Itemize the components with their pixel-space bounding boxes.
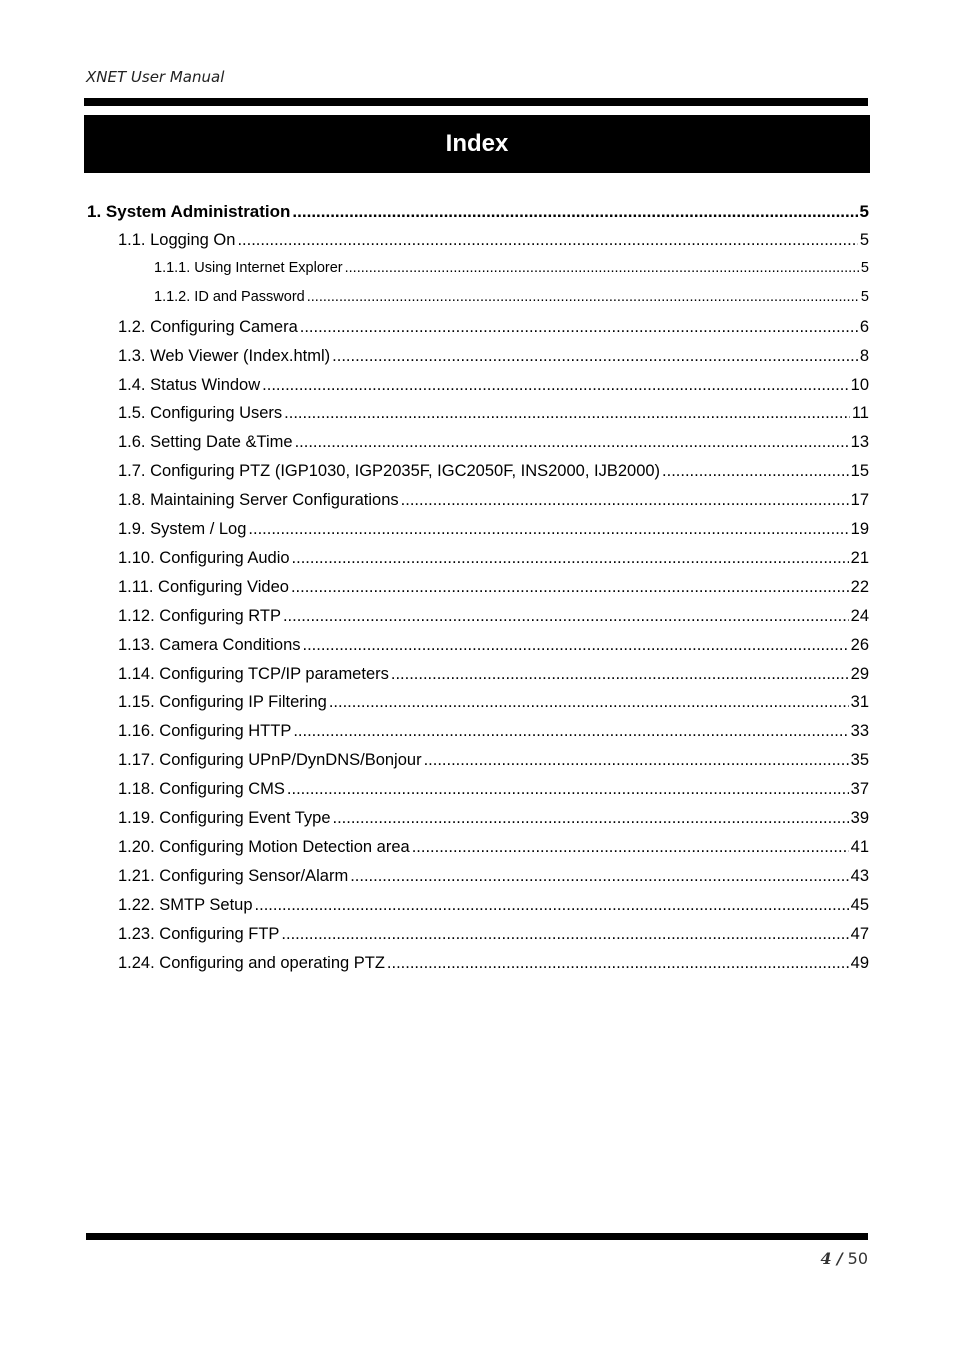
toc-entry[interactable] [118, 520, 869, 539]
toc-entry-label: 1.24. Configuring and operating PTZ [118, 953, 385, 972]
toc-entry-page-number: 19 [850, 520, 869, 538]
toc-entry-label: 1.22. SMTP Setup [118, 895, 253, 914]
toc-entry-page-number: 11 [851, 404, 869, 423]
toc-entry[interactable] [118, 838, 869, 857]
toc-entry[interactable] [118, 665, 869, 684]
page-separator: / [836, 1249, 843, 1268]
toc-entry[interactable] [118, 954, 869, 973]
toc-entry-page-number: 26 [850, 635, 869, 654]
toc-dot-leader [662, 462, 849, 481]
toc-dot-leader [329, 693, 849, 712]
toc-entry-page-number: 10 [850, 375, 869, 394]
toc-entry-page-number: 22 [850, 577, 869, 596]
toc-entry[interactable] [154, 260, 869, 276]
toc-entry[interactable] [118, 780, 869, 799]
toc-entry-page-number: 5 [859, 231, 869, 249]
toc-entry-page-number: 21 [850, 548, 869, 567]
toc-entry[interactable] [118, 607, 869, 626]
toc-entry[interactable] [118, 578, 869, 597]
toc-entry-label: 1.21. Configuring Sensor/Alarm [118, 866, 349, 885]
toc-entry-page-number: 5 [859, 202, 869, 221]
toc-entry-page-number: 45 [850, 895, 869, 914]
toc-dot-leader [291, 578, 849, 597]
toc-entry-label: 1.10. Configuring Audio [118, 548, 290, 567]
toc-entry-page-number: 5 [860, 259, 869, 276]
toc-entry-label: 1.2. Configuring Camera [118, 317, 298, 336]
toc-entry[interactable] [154, 289, 869, 305]
toc-entry[interactable] [118, 462, 869, 481]
toc-entry-page-number: 24 [850, 606, 869, 625]
toc-entry-label: 1.23. Configuring FTP [118, 924, 280, 943]
toc-dot-leader [292, 549, 849, 568]
toc-entry[interactable] [118, 636, 869, 655]
toc-entry-label: 1.7. Configuring PTZ (IGP1030, IGP2035F, IGC2050F, INS2000, IJB2000) [118, 462, 661, 481]
toc-entry-page-number: 37 [850, 780, 869, 799]
toc-entry-page-number: 6 [859, 317, 869, 336]
toc-entry-page-number: 35 [850, 751, 869, 770]
toc-entry[interactable] [87, 202, 869, 222]
toc-dot-leader [401, 491, 849, 510]
toc-entry[interactable] [118, 231, 869, 250]
toc-dot-leader [292, 202, 857, 222]
toc-entry-page-number: 8 [859, 346, 869, 365]
toc-entry-page-number: 41 [850, 837, 869, 856]
toc-entry[interactable] [118, 491, 869, 510]
toc-dot-leader [424, 751, 849, 770]
title-banner [84, 115, 870, 173]
toc-entry-label: 1.1.1. Using Internet Explorer [154, 259, 343, 276]
toc-entry-label: 1.16. Configuring HTTP [118, 722, 292, 741]
toc-dot-leader [391, 665, 849, 684]
toc-entry-label: 1.13. Camera Conditions [118, 635, 301, 654]
toc-dot-leader [345, 260, 859, 276]
toc-entry-label: 1.3. Web Viewer (Index.html) [118, 346, 331, 365]
toc-dot-leader [387, 954, 849, 973]
toc-dot-leader [248, 520, 848, 539]
toc-entry-page-number: 43 [850, 866, 869, 885]
toc-entry-label: 1.6. Setting Date &Time [118, 433, 293, 452]
toc-dot-leader [293, 722, 848, 741]
toc-entry-label: 1.5. Configuring Users [118, 404, 283, 423]
toc-dot-leader [412, 838, 849, 857]
toc-dot-leader [284, 404, 850, 423]
toc-entry-page-number: 15 [850, 462, 869, 481]
header-rule [84, 98, 868, 106]
toc-dot-leader [307, 289, 859, 305]
toc-entry-page-number: 29 [850, 664, 869, 683]
toc-entry[interactable] [118, 896, 869, 915]
toc-entry-label: 1.1.2. ID and Password [154, 288, 305, 305]
toc-entry[interactable] [118, 404, 869, 423]
toc-dot-leader [300, 318, 858, 337]
toc-entry-label: 1.11. Configuring Video [118, 577, 289, 596]
toc-dot-leader [350, 867, 848, 886]
toc-entry-label: 1.1. Logging On [118, 231, 236, 249]
toc-entry-label: 1. System Administration [87, 202, 291, 221]
current-page-number: 4 [820, 1249, 832, 1268]
toc-entry[interactable] [118, 722, 869, 741]
toc-entry-label: 1.8. Maintaining Server Configurations [118, 491, 399, 510]
toc-entry-page-number: 5 [860, 288, 869, 305]
toc-entry[interactable] [118, 693, 869, 712]
page-number [820, 1249, 868, 1268]
toc-dot-leader [303, 636, 849, 655]
toc-entry-label: 1.18. Configuring CMS [118, 780, 285, 799]
toc-dot-leader [237, 231, 857, 250]
footer-rule [86, 1233, 868, 1240]
toc-entry-label: 1.4. Status Window [118, 375, 261, 394]
toc-entry-page-number: 31 [850, 693, 869, 712]
toc-entry[interactable] [118, 549, 869, 568]
toc-entry[interactable] [118, 347, 869, 366]
toc-entry-label: 1.15. Configuring IP Filtering [118, 693, 327, 712]
page-title: Index [445, 130, 509, 157]
toc-entry-label: 1.20. Configuring Motion Detection area [118, 837, 410, 856]
toc-entry-page-number: 47 [850, 924, 869, 943]
running-header: XNET User Manual [86, 68, 225, 86]
toc-entry[interactable] [118, 867, 869, 886]
toc-dot-leader [287, 780, 849, 799]
toc-entry-page-number: 33 [850, 722, 869, 741]
toc-dot-leader [262, 376, 848, 395]
toc-entry-label: 1.14. Configuring TCP/IP parameters [118, 664, 389, 683]
toc-entry[interactable] [118, 376, 869, 395]
total-pages: 50 [847, 1249, 868, 1268]
toc-entry-label: 1.12. Configuring RTP [118, 606, 281, 625]
toc-entry[interactable] [118, 925, 869, 944]
toc-dot-leader [281, 925, 848, 944]
toc-dot-leader [295, 433, 849, 452]
toc-dot-leader [255, 896, 849, 915]
toc-entry-page-number: 17 [850, 491, 869, 510]
toc-dot-leader [333, 809, 849, 828]
toc-entry[interactable] [118, 751, 869, 770]
toc-entry[interactable] [118, 318, 869, 337]
toc-dot-leader [283, 607, 849, 626]
toc-dot-leader [332, 347, 858, 366]
toc-entry-page-number: 13 [850, 433, 869, 452]
toc-entry[interactable] [118, 433, 869, 452]
toc-entry-label: 1.19. Configuring Event Type [118, 809, 331, 827]
toc-entry-page-number: 49 [850, 953, 869, 972]
toc-entry-page-number: 39 [850, 809, 869, 827]
toc-entry[interactable] [118, 809, 869, 828]
toc-entry-label: 1.9. System / Log [118, 520, 247, 538]
toc-entry-label: 1.17. Configuring UPnP/DynDNS/Bonjour [118, 751, 422, 770]
